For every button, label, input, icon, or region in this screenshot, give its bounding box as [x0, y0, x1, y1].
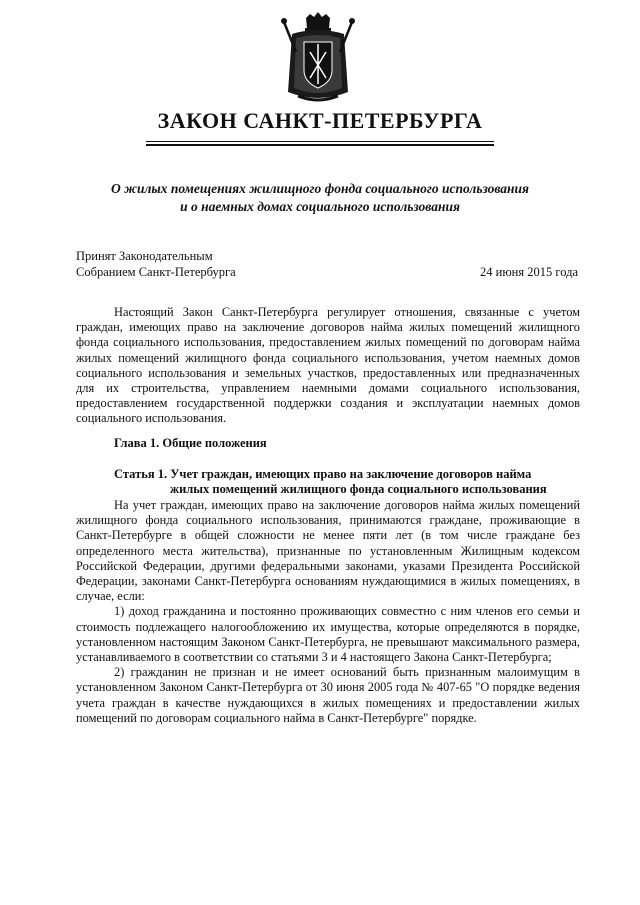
- article-heading-line2: жилых помещений жилищного фонда социального использования: [170, 482, 547, 496]
- article-paragraph: На учет граждан, имеющих право на заключение договоров найма жилых помещений жилищного фонда социального использования, принимаются граждане, проживающие в Санкт-Петербурге в общей сложности не менее пяти лет (в том числе граждане без определенного места жительства), признанные по установленным Жилищным кодексом Российской Федерации, другими федеральными законами, указами Президента Российской Федерации, законами Санкт-Петербурга основаниям нуждающимися в жилых помещениях, в случае, если:: [76, 498, 580, 604]
- chapter-heading: Глава 1. Общие положения: [114, 436, 267, 450]
- article-heading: [114, 467, 574, 497]
- article-heading-line1: Статья 1. Учет граждан, имеющих право на заключение договоров найма: [114, 467, 532, 481]
- law-title: ЗАКОН САНКТ-ПЕТЕРБУРГА: [157, 108, 483, 133]
- saint-petersburg-coat-of-arms-icon: [278, 12, 358, 104]
- title-divider-thin: [146, 141, 494, 142]
- article-item-2: 2) гражданин не признан и не имеет оснований быть признанным малоимущим в установленном Законом Санкт-Петербурга от 30 июня 2005 года № 407-65 "О порядке ведения учета граждан в качестве нуждающихся в жилых помещениях и предоставлении жилых помещений по договорам социального найма в Санкт-Петербурге" порядке.: [76, 665, 580, 725]
- preamble: [76, 305, 580, 427]
- adoption-note-line1: Принят Законодательным: [76, 249, 213, 263]
- preamble-paragraph: Настоящий Закон Санкт-Петербурга регулирует отношения, связанные с учетом граждан, имеющих право на заключение договоров найма жилых помещений жилищного фонда социального использования, предоставлением жилых помещений по договорам найма жилых помещений жилищного фонда социального использования, учетом наемных домов социального использования и земельных участков, предоставленных или предназначенных для их строительства, управлением наемными домами социального использования, предоставлением государственной поддержки создания и эксплуатации наемных домов социального использования.: [76, 305, 580, 426]
- document-title-line2: и о наемных домах социального использования: [180, 199, 460, 214]
- document-title: [70, 180, 570, 216]
- document-title-line1: О жилых помещениях жилищного фонда социального использования: [111, 181, 529, 196]
- article-item-1: 1) доход гражданина и постоянно проживающих совместно с ним членов его семьи и стоимость подлежащего налогообложению их имущества, которые определяются в порядке, установленном настоящим Законом Санкт-Петербурга, не превышают максимального размера, устанавливаемого в соответствии со статьями 3 и 4 настоящего Закона Санкт-Петербурга;: [76, 604, 580, 665]
- adoption-note-line2: Собранием Санкт-Петербурга: [76, 265, 236, 279]
- title-divider-thick: [146, 144, 494, 146]
- adoption-note: [76, 248, 236, 280]
- adoption-date: 24 июня 2015 года: [480, 265, 578, 279]
- article-body: [76, 498, 580, 726]
